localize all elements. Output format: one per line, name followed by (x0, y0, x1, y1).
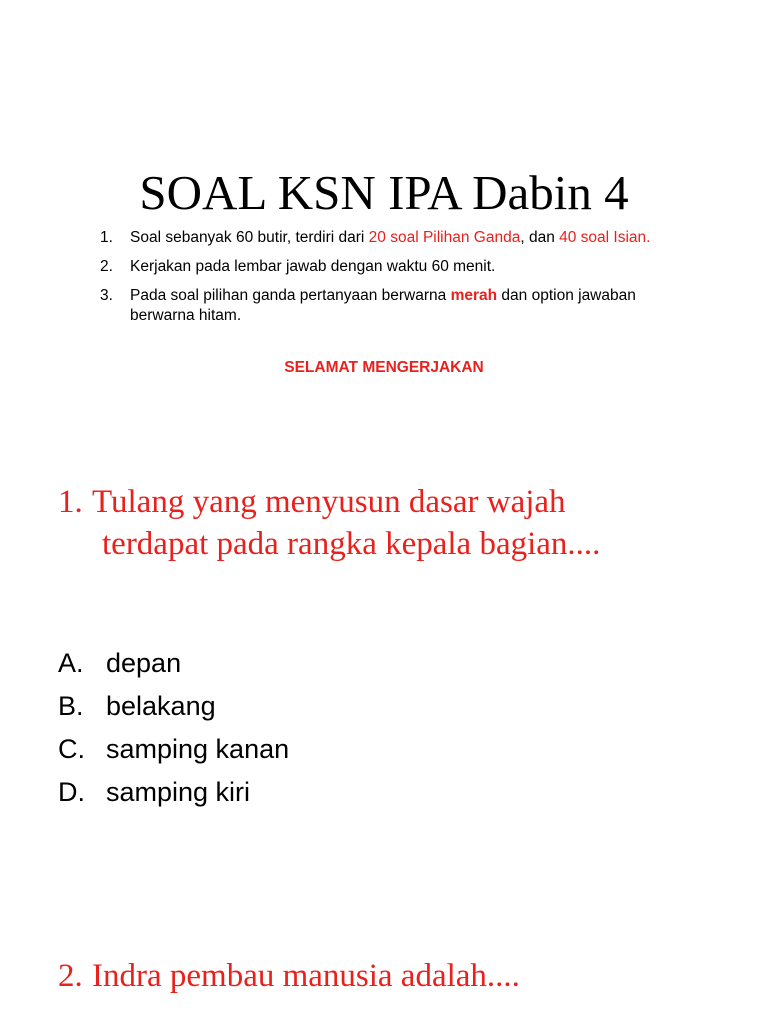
instruction-highlight: merah (450, 287, 498, 304)
instruction-number: 1. (100, 229, 113, 246)
answer-option-c[interactable] (58, 728, 289, 771)
page-title: SOAL KSN IPA Dabin 4 (139, 165, 629, 220)
instruction-text-part: Soal sebanyak 60 butir, terdiri dari (130, 229, 369, 246)
instructions-list (100, 228, 680, 335)
option-text: depan (106, 648, 182, 678)
instruction-item (100, 286, 680, 326)
question-text-line: Indra pembau manusia adalah.... (92, 958, 520, 994)
option-letter: D. (58, 777, 85, 807)
instruction-text-part: dan option jawaban berwarna hitam. (130, 287, 636, 324)
instruction-text (130, 228, 680, 248)
instruction-text: Kerjakan pada lembar jawab dengan waktu 60 menit. (130, 258, 496, 275)
question-number: 2. (58, 958, 83, 994)
answer-option-a[interactable] (58, 642, 289, 685)
instruction-number: 2. (100, 258, 113, 275)
answer-option-d[interactable] (58, 771, 289, 814)
instruction-text (130, 286, 680, 326)
question-number: 1. (58, 484, 83, 520)
option-text: samping kiri (106, 777, 251, 807)
instruction-highlight: 40 soal Isian. (559, 229, 651, 246)
question-1 (58, 481, 738, 565)
greeting-text: SELAMAT MENGERJAKAN (284, 359, 484, 376)
answer-options (58, 642, 289, 814)
option-letter: A. (58, 648, 84, 678)
instruction-text-part: , dan (520, 229, 560, 246)
instruction-item (100, 257, 680, 277)
question-2 (58, 955, 738, 997)
question-text-line: terdapat pada rangka kepala bagian.... (102, 526, 601, 562)
instruction-highlight: 20 soal Pilihan Ganda (368, 229, 521, 246)
option-text: samping kanan (106, 734, 290, 764)
answer-option-b[interactable] (58, 685, 289, 728)
option-letter: B. (58, 691, 84, 721)
instruction-number: 3. (100, 287, 113, 304)
option-text: belakang (106, 691, 216, 721)
instruction-text-part: Pada soal pilihan ganda pertanyaan berwarna (130, 287, 451, 304)
instruction-item (100, 228, 680, 248)
option-letter: C. (58, 734, 85, 764)
question-text-line: Tulang yang menyusun dasar wajah (92, 484, 566, 520)
